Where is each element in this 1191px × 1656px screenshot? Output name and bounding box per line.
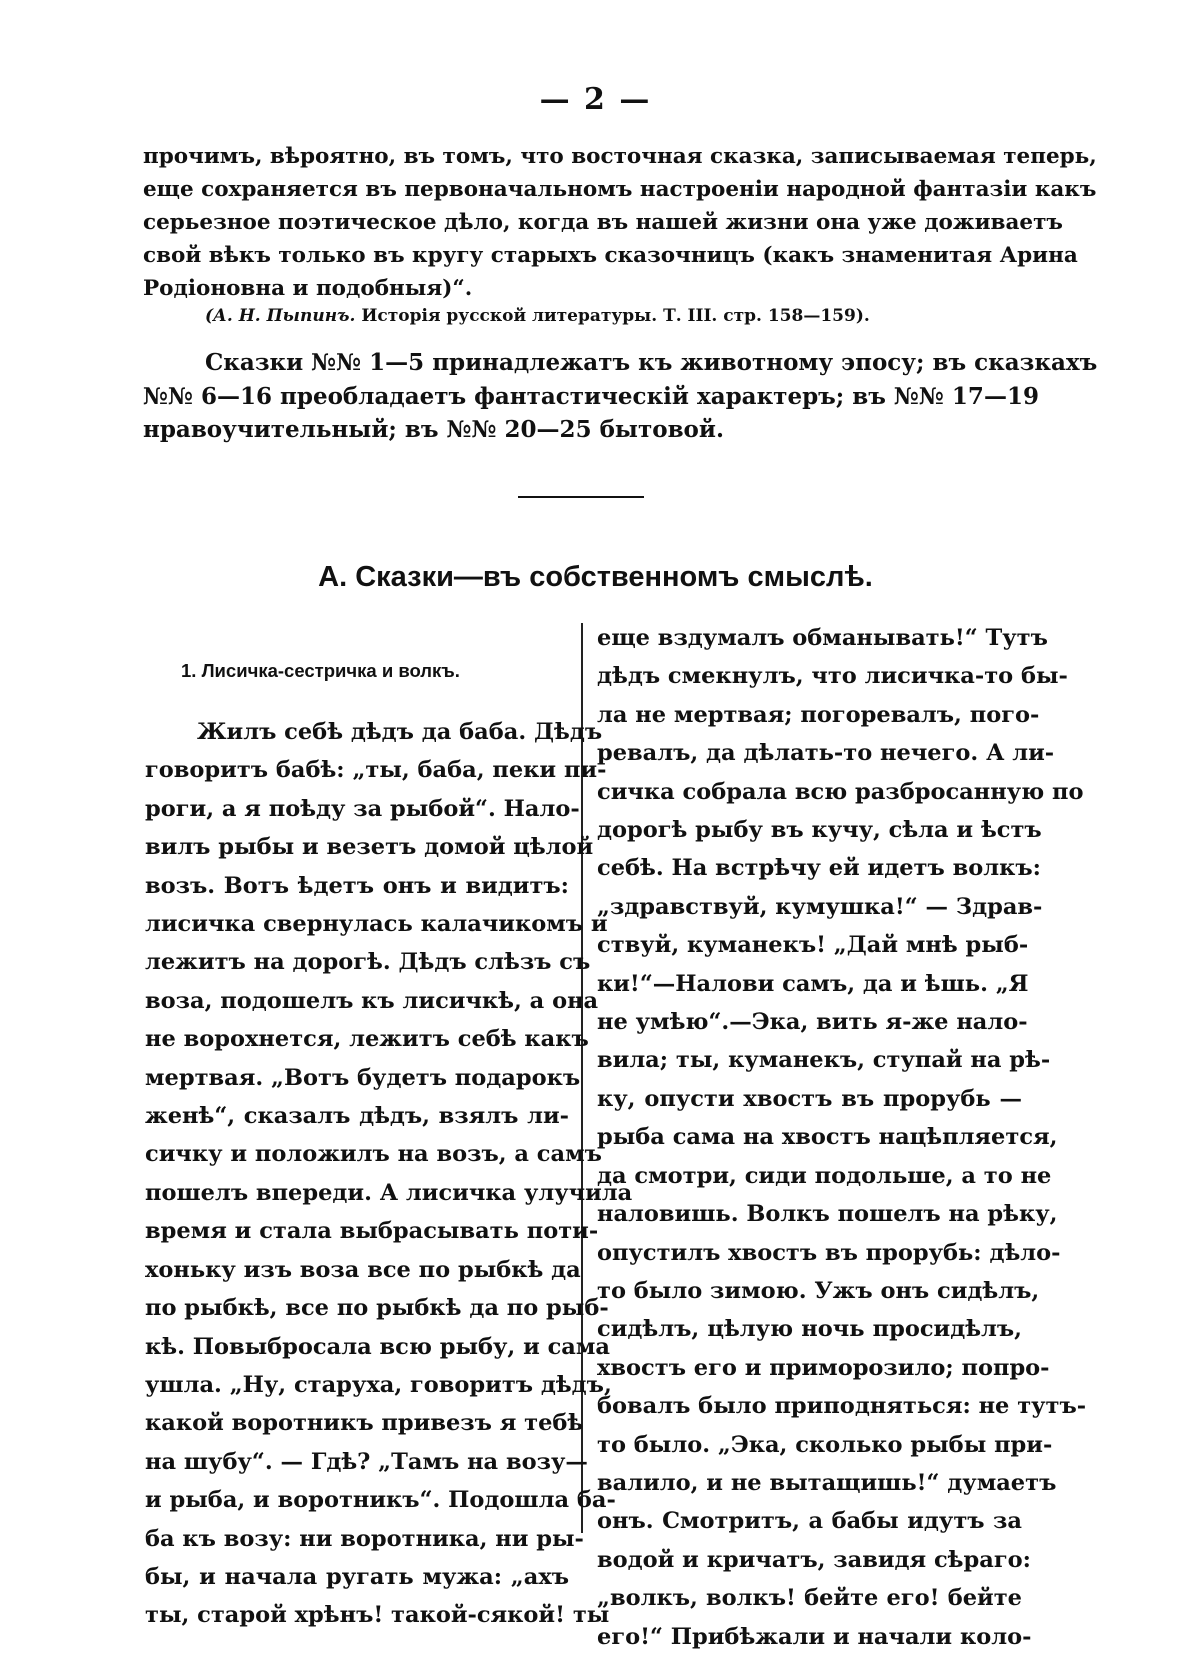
text-line: еще вздумалъ обманывать!“ Тутъ — [597, 625, 1048, 651]
text-line: Сказки №№ 1—5 принадлежатъ къ животному эпосу; въ сказкахъ — [205, 349, 1098, 376]
text-line: то было. „Эка, сколько рыбы при- — [597, 1431, 1053, 1458]
text-line: валило, и не вытащишь!“ думаетъ — [597, 1469, 1057, 1496]
left-column — [145, 713, 633, 1635]
text-line: сичка собрала всю разбросанную по — [597, 778, 1084, 805]
text-line: женѣ“, сказалъ дѣдъ, взялъ ли- — [145, 1103, 569, 1130]
text-line: кѣ. Повыбросала всю рыбу, и сама — [145, 1333, 611, 1360]
text-line: пошелъ впереди. А лисичка улучила — [145, 1179, 633, 1206]
text-line: наловишь. Волкъ пошелъ на рѣку, — [597, 1201, 1058, 1228]
text-line: воза, подошелъ къ лисичкѣ, а она — [145, 987, 599, 1014]
story-title: 1. Лисичка-сестричка и волкъ. — [181, 660, 460, 681]
text-line: мертвая. „Вотъ будетъ подарокъ — [145, 1064, 581, 1091]
text-line: себѣ. На встрѣчу ей идетъ волкъ: — [597, 855, 1041, 882]
text-line: „здравствуй, кумушка!“ — Здрав- — [597, 893, 1043, 920]
text-line: возъ. Вотъ ѣдетъ онъ и видитъ: — [145, 872, 569, 899]
text-line: и рыба, и воротникъ“. Подошла ба- — [145, 1487, 616, 1514]
text-line: „волкъ, волкъ! бейте его! бейте — [597, 1585, 1022, 1612]
text-line: хвостъ его и приморозило; попро- — [597, 1354, 1050, 1381]
text-line: время и стала выбрасывать поти- — [145, 1218, 599, 1245]
text-line: его!“ Прибѣжали и начали коло- — [597, 1623, 1032, 1650]
text-line: лежитъ на дорогѣ. Дѣдъ слѣзъ съ — [145, 949, 591, 976]
citation-author: (А. Н. Пыпинъ. — [205, 306, 356, 326]
summary-paragraph — [143, 346, 1098, 447]
text-line: сичку и положилъ на возъ, а самъ — [145, 1141, 602, 1168]
intro-paragraph — [143, 140, 1097, 305]
text-line: свой вѣкъ только въ кругу старыхъ сказочницъ (какъ знаменитая Арина — [143, 243, 1078, 268]
text-line: водой и кричатъ, завидя сѣраго: — [597, 1546, 1031, 1573]
text-line: роги, а я поѣду за рыбой“. Нало- — [145, 795, 580, 822]
text-line: ба къ возу: ни воротника, ни ры- — [145, 1525, 584, 1552]
text-line: прочимъ, вѣроятно, въ томъ, что восточная сказка, записываемая теперь, — [143, 144, 1097, 169]
text-line: говоритъ бабѣ: „ты, баба, пеки пи- — [145, 757, 607, 784]
text-line: хоньку изъ воза все по рыбкѣ да — [145, 1256, 581, 1283]
right-column — [597, 619, 1087, 1656]
text-line: дорогѣ рыбу въ кучу, сѣла и ѣстъ — [597, 817, 1042, 844]
text-line: Жилъ себѣ дѣдъ да баба. Дѣдъ — [197, 719, 603, 745]
text-line: какой воротникъ привезъ я тебѣ — [145, 1410, 584, 1437]
text-line: онъ. Смотритъ, а бабы идутъ за — [597, 1508, 1022, 1535]
text-line: вила; ты, куманекъ, ступай на рѣ- — [597, 1047, 1051, 1074]
text-line: еще сохраняется въ первоначальномъ настроеніи народной фантазіи какъ — [143, 177, 1097, 202]
text-line: бы, и начала ругать мужа: „ахъ — [145, 1563, 569, 1590]
text-line: опустилъ хвостъ въ прорубь: дѣло- — [597, 1239, 1061, 1266]
text-line: сидѣлъ, цѣлую ночь просидѣлъ, — [597, 1316, 1022, 1343]
text-line: ушла. „Ну, старуха, говоритъ дѣдъ, — [145, 1371, 612, 1398]
text-line: не ворохнется, лежитъ себѣ какъ — [145, 1026, 589, 1053]
page-number: — 2 — — [539, 82, 652, 117]
text-line: вилъ рыбы и везетъ домой цѣлой — [145, 834, 594, 861]
text-line: ки!“—Налови самъ, да и ѣшь. „Я — [597, 970, 1029, 997]
text-line: дѣдъ смекнулъ, что лисичка-то бы- — [597, 663, 1068, 690]
citation — [205, 306, 870, 326]
text-line: бовалъ было приподняться: не тутъ- — [597, 1393, 1087, 1420]
section-title: А. Сказки—въ собственномъ смыслѣ. — [318, 561, 873, 593]
citation-text: Исторія русской литературы. Т. III. стр. 158—159). — [361, 306, 870, 326]
text-line: ствуй, куманекъ! „Дай мнѣ рыб- — [597, 932, 1029, 959]
section-rule — [518, 496, 644, 498]
text-line: не умѣю“.—Эка, вить я-же нало- — [597, 1009, 1028, 1036]
text-line: нравоучительный; въ №№ 20—25 бытовой. — [143, 416, 724, 443]
text-line: ревалъ, да дѣлать-то нечего. А ли- — [597, 740, 1055, 767]
text-line: на шубу“. — Гдѣ? „Тамъ на возу— — [145, 1448, 588, 1475]
text-line: по рыбкѣ, все по рыбкѣ да по рыб- — [145, 1295, 609, 1322]
text-line: серьезное поэтическое дѣло, когда въ нашей жизни она уже доживаетъ — [143, 210, 1063, 235]
text-line: №№ 6—16 преобладаетъ фантастическій характеръ; въ №№ 17—19 — [143, 382, 1039, 410]
text-line: ла не мертвая; погоревалъ, пого- — [597, 701, 1040, 728]
text-line: ты, старой хрѣнъ! такой-сякой! ты — [145, 1602, 610, 1629]
text-line: лисичка свернулась калачикомъ и — [145, 911, 608, 938]
text-line: ку, опусти хвостъ въ прорубь — — [597, 1085, 1022, 1112]
text-line: рыба сама на хвостъ нацѣпляется, — [597, 1124, 1058, 1151]
text-line: Родіоновна и подобныя)“. — [143, 276, 473, 301]
text-line: то было зимою. Ужъ онъ сидѣлъ, — [597, 1277, 1040, 1304]
text-line: да смотри, сиди подольше, а то не — [597, 1162, 1052, 1189]
